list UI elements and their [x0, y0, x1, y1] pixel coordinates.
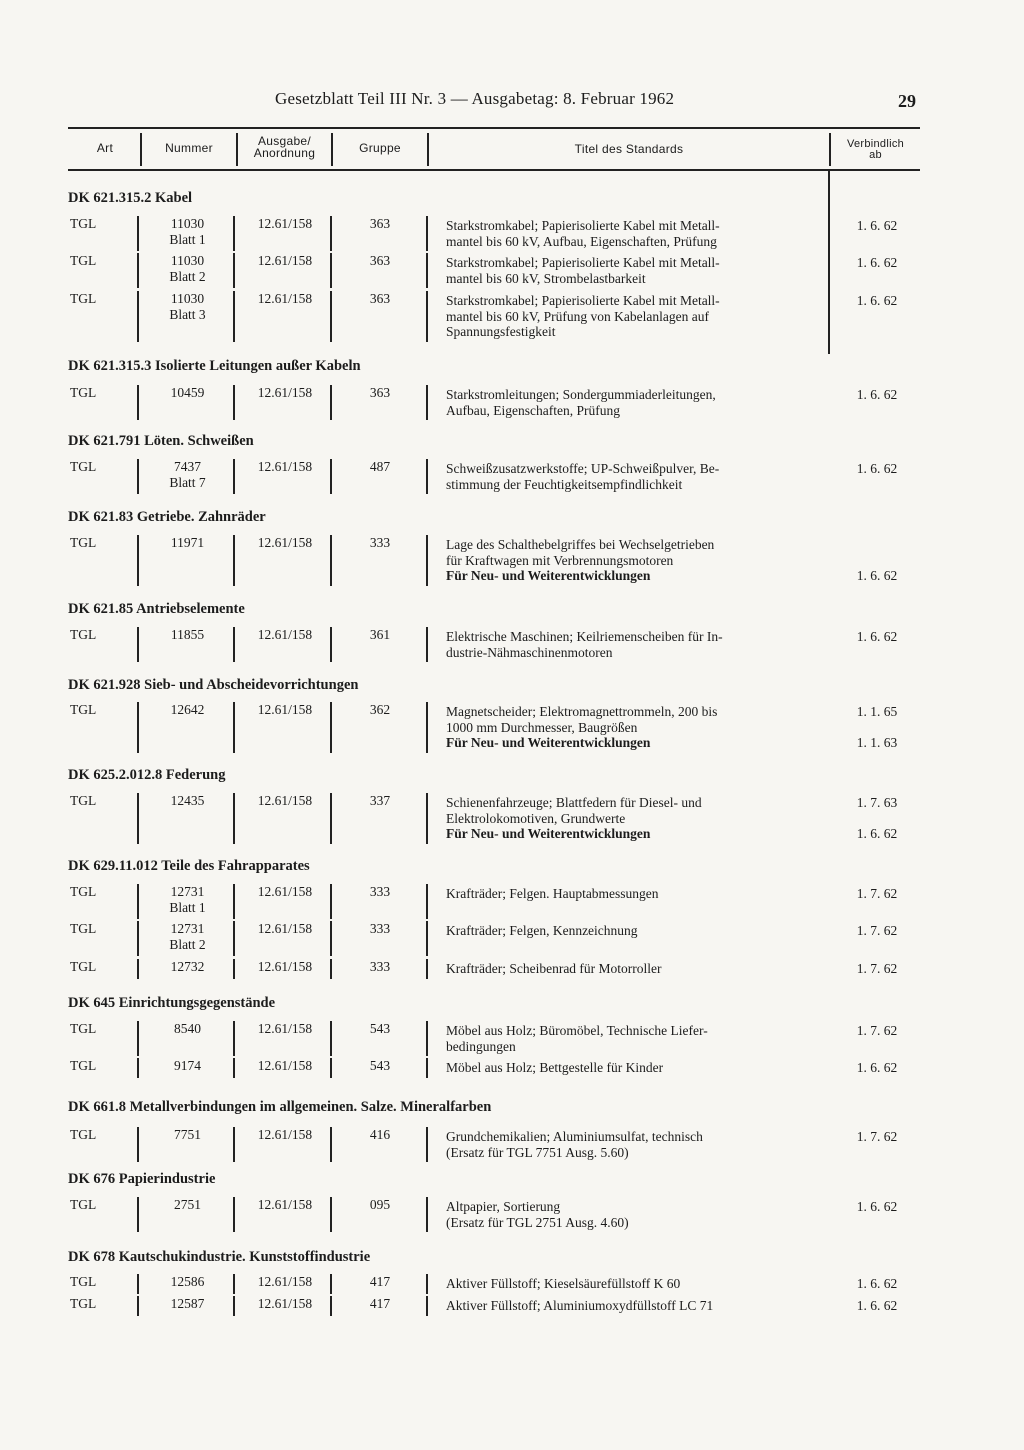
nummer-line: 11855 [170, 627, 205, 642]
nummer-line: 7437 [174, 459, 201, 474]
column-rule [426, 921, 428, 956]
column-rule [233, 1296, 235, 1316]
verbindlich-line: 1. 6. 62 [856, 629, 898, 644]
titel-cell [446, 961, 822, 977]
verbindlich-line: 1. 6. 62 [856, 461, 898, 476]
section-title: DK 621.83 Getriebe. Zahnräder [68, 509, 266, 525]
art-cell: TGL [70, 702, 97, 717]
art-cell: TGL [70, 385, 97, 400]
column-rule [233, 291, 235, 342]
gruppe-cell: 363 [369, 253, 391, 268]
verbindlich-line: 1. 6. 62 [856, 1199, 898, 1214]
column-rule [330, 1058, 332, 1078]
col-head-art: Art [96, 141, 114, 155]
nummer-cell [140, 921, 235, 952]
nummer-cell [140, 216, 235, 247]
column-rule [426, 291, 428, 342]
art-cell: TGL [70, 253, 97, 268]
verbindlich-cell [836, 1129, 918, 1145]
nummer-cell [140, 385, 235, 401]
titel-bold-line: Für Neu- und Weiterentwicklungen [446, 735, 651, 750]
titel-cell [446, 461, 822, 492]
titel-bold-line: Für Neu- und Weiterentwicklungen [446, 826, 651, 841]
verbindlich-line: 1. 6. 62 [856, 293, 898, 308]
nummer-line: 12435 [170, 793, 205, 808]
titel-line: mantel bis 60 kV, Aufbau, Eigenschaften, Prüfung [446, 233, 717, 249]
verbindlich-cell [836, 704, 918, 751]
verbindlich-line: 1. 6. 62 [856, 1298, 898, 1313]
header-title: Gesetzblatt Teil III Nr. 3 — Ausgabetag: 8. Februar 1962 [275, 89, 675, 108]
titel-line: Lage des Schalthebelgriffes bei Wechselgetrieben [446, 537, 715, 552]
column-rule [330, 1021, 332, 1056]
section-title: DK 629.11.012 Teile des Fahrapparates [68, 858, 310, 874]
column-rule [426, 216, 428, 251]
nummer-cell [140, 253, 235, 284]
column-rule [137, 1274, 139, 1294]
titel-line: Elektrolokomotiven, Grundwerte [446, 810, 626, 826]
verbindlich-cell [836, 1276, 918, 1292]
column-rule [137, 793, 139, 844]
column-rule [137, 1021, 139, 1056]
column-rule [426, 702, 428, 753]
column-rule [426, 1197, 428, 1232]
verbindlich-line: 1. 1. 65 [856, 704, 898, 719]
column-rule [426, 884, 428, 919]
titel-line: für Kraftwagen mit Verbrennungsmotoren [446, 552, 674, 568]
verbindlich-cell [836, 629, 918, 645]
titel-line: Elektrische Maschinen; Keilriemenscheiben für In- [446, 629, 723, 644]
titel-line: mantel bis 60 kV, Prüfung von Kabelanlagen auf [446, 308, 709, 324]
column-rule [137, 253, 139, 288]
nummer-line: 10459 [170, 385, 205, 400]
titel-cell [446, 1298, 822, 1314]
titel-cell [446, 293, 822, 340]
ausgabe-cell: 12.61/158 [257, 1058, 313, 1073]
verbindlich-cell [836, 886, 918, 902]
column-rule [426, 959, 428, 979]
titel-line: bedingungen [446, 1038, 516, 1054]
ausgabe-cell: 12.61/158 [257, 535, 313, 550]
nummer-line: 11030 [170, 291, 205, 306]
art-cell: TGL [70, 627, 97, 642]
titel-line: mantel bis 60 kV, Strombelastbarkeit [446, 270, 646, 286]
section-title: DK 621.315.3 Isolierte Leitungen außer Kabeln [68, 358, 361, 374]
column-rule [137, 535, 139, 586]
nummer-cell [140, 1197, 235, 1213]
titel-line: Aufbau, Eigenschaften, Prüfung [446, 402, 620, 418]
verbindlich-line: 1. 7. 62 [856, 923, 898, 938]
titel-line: Schweißzusatzwerkstoffe; UP-Schweißpulver, Be- [446, 461, 720, 476]
art-cell: TGL [70, 793, 97, 808]
column-rule [330, 1274, 332, 1294]
col-head-nummer: Nummer [165, 141, 213, 155]
nummer-line: Blatt 2 [169, 268, 206, 284]
titel-line: Starkstromkabel; Papierisolierte Kabel mit Metall- [446, 293, 720, 308]
nummer-line: 12587 [170, 1296, 205, 1311]
column-rule [330, 884, 332, 919]
ausgabe-cell: 12.61/158 [257, 1296, 313, 1311]
section-title: DK 676 Papierindustrie [68, 1171, 216, 1187]
verbindlich-line: 1. 6. 62 [856, 568, 898, 583]
titel-bold-line: Für Neu- und Weiterentwicklungen [446, 568, 651, 583]
verbindlich-cell [836, 1298, 918, 1314]
titel-line: Aktiver Füllstoff; Aluminiumoxydfüllstoff LC 71 [446, 1298, 714, 1313]
ausgabe-cell: 12.61/158 [257, 253, 313, 268]
column-rule [137, 1296, 139, 1316]
ausgabe-cell: 12.61/158 [257, 1127, 313, 1142]
titel-line: Krafträder; Felgen. Hauptabmessungen [446, 886, 659, 901]
nummer-line: 2751 [174, 1197, 201, 1212]
titel-line: Grundchemikalien; Aluminiumsulfat, technisch [446, 1129, 703, 1144]
column-rule [330, 385, 332, 420]
gruppe-cell: 416 [369, 1127, 391, 1142]
column-rule [330, 921, 332, 956]
titel-cell [446, 537, 822, 584]
column-rule [330, 1296, 332, 1316]
nummer-cell [140, 702, 235, 718]
column-rule [233, 1058, 235, 1078]
column-rule [330, 959, 332, 979]
nummer-cell [140, 535, 235, 551]
verbindlich-cell [836, 293, 918, 309]
verbindlich-cell [836, 461, 918, 477]
titel-cell [446, 795, 822, 842]
verbindlich-line [836, 720, 918, 736]
nummer-cell [140, 1296, 235, 1312]
column-rule [426, 385, 428, 420]
column-rule [233, 627, 235, 662]
nummer-line: 12731 [170, 921, 205, 936]
verbindlich-cell [836, 961, 918, 977]
column-rule [137, 959, 139, 979]
column-rule [330, 793, 332, 844]
col-head-verbindlich-line1: Verbindlich [846, 138, 905, 150]
titel-line: Krafträder; Felgen, Kennzeichnung [446, 923, 638, 938]
col-head-ausgabe-line2: Anordnung [253, 146, 316, 160]
titel-line: Magnetscheider; Elektromagnettrommeln, 200 bis [446, 704, 718, 719]
col-head-verbindlich [831, 139, 920, 161]
titel-line: Starkstromkabel; Papierisolierte Kabel mit Metall- [446, 255, 720, 270]
ausgabe-cell: 12.61/158 [257, 1197, 313, 1212]
gruppe-cell: 417 [369, 1274, 391, 1289]
nummer-line: 9174 [174, 1058, 201, 1073]
column-rule [426, 1274, 428, 1294]
art-cell: TGL [70, 1197, 97, 1212]
gruppe-cell: 333 [369, 884, 391, 899]
art-cell: TGL [70, 1274, 97, 1289]
ausgabe-cell: 12.61/158 [257, 385, 313, 400]
section-title: DK 621.791 Löten. Schweißen [68, 433, 254, 449]
titel-line: stimmung der Feuchtigkeitsempfindlichkeit [446, 476, 683, 492]
column-rule [426, 793, 428, 844]
nummer-line: 12586 [170, 1274, 205, 1289]
column-rule [426, 1058, 428, 1078]
verbindlich-cell [836, 1199, 918, 1215]
column-rule [233, 884, 235, 919]
column-rule [330, 459, 332, 494]
art-cell: TGL [70, 884, 97, 899]
gruppe-cell: 487 [369, 459, 391, 474]
titel-line: Schienenfahrzeuge; Blattfedern für Diesel- und [446, 795, 702, 810]
verbindlich-line: 1. 6. 62 [856, 218, 898, 233]
gruppe-cell: 363 [369, 291, 391, 306]
verbindlich-line: 1. 7. 63 [856, 795, 898, 810]
nummer-line: 11030 [170, 216, 205, 231]
titel-line: dustrie-Nähmaschinenmotoren [446, 644, 613, 660]
verbindlich-line: 1. 1. 63 [856, 735, 898, 750]
ausgabe-cell: 12.61/158 [257, 702, 313, 717]
column-rule [426, 1296, 428, 1316]
column-rule [233, 1197, 235, 1232]
titel-line: 1000 mm Durchmesser, Baugrößen [446, 719, 638, 735]
nummer-line: 11971 [170, 535, 205, 550]
verbindlich-line: 1. 7. 62 [856, 886, 898, 901]
column-rule [233, 1274, 235, 1294]
col-head-verbindlich-line2: ab [869, 149, 882, 161]
column-rule [233, 253, 235, 288]
section-title: DK 621.928 Sieb- und Abscheidevorrichtungen [68, 677, 359, 693]
column-rule [233, 535, 235, 586]
ausgabe-cell: 12.61/158 [257, 793, 313, 808]
column-rule [137, 884, 139, 919]
nummer-cell [140, 1127, 235, 1143]
gruppe-cell: 361 [369, 627, 391, 642]
titel-cell [446, 387, 822, 418]
gruppe-cell: 363 [369, 216, 391, 231]
col-head-gruppe: Gruppe [359, 141, 401, 155]
titel-line: Krafträder; Scheibenrad für Motorroller [446, 961, 662, 976]
nummer-cell [140, 884, 235, 915]
verbindlich-cell [836, 1060, 918, 1076]
column-rule [137, 1197, 139, 1232]
titel-line: Spannungsfestigkeit [446, 324, 556, 339]
column-rule [137, 459, 139, 494]
nummer-line: 7751 [174, 1127, 201, 1142]
art-cell: TGL [70, 291, 97, 306]
title-column-rule [828, 171, 830, 354]
verbindlich-line: 1. 6. 62 [856, 1060, 898, 1075]
column-rule [330, 535, 332, 586]
column-rule [233, 459, 235, 494]
titel-line: (Ersatz für TGL 7751 Ausg. 5.60) [446, 1144, 629, 1160]
nummer-cell [140, 959, 235, 975]
ausgabe-cell: 12.61/158 [257, 459, 313, 474]
column-rule [330, 253, 332, 288]
page-header [0, 89, 1024, 113]
column-rule [330, 216, 332, 251]
gruppe-cell: 333 [369, 959, 391, 974]
column-rule [330, 702, 332, 753]
column-rule [233, 216, 235, 251]
verbindlich-cell [836, 537, 918, 584]
titel-cell [446, 1129, 822, 1160]
titel-line: (Ersatz für TGL 2751 Ausg. 4.60) [446, 1214, 629, 1230]
nummer-line: Blatt 3 [169, 306, 206, 322]
titel-line: Möbel aus Holz; Büromöbel, Technische Liefer- [446, 1023, 708, 1038]
section-title: DK 645 Einrichtungsgegenstände [68, 995, 276, 1011]
nummer-line: Blatt 2 [169, 936, 206, 952]
nummer-cell [140, 1021, 235, 1037]
ausgabe-cell: 12.61/158 [257, 291, 313, 306]
ausgabe-cell: 12.61/158 [257, 921, 313, 936]
column-rule [137, 627, 139, 662]
column-rule [233, 702, 235, 753]
art-cell: TGL [70, 1296, 97, 1311]
nummer-cell [140, 627, 235, 643]
column-rule [137, 291, 139, 342]
section-title: DK 621.85 Antriebselemente [68, 601, 245, 617]
verbindlich-cell [836, 255, 918, 271]
column-rule [426, 535, 428, 586]
nummer-cell [140, 291, 235, 322]
titel-cell [446, 218, 822, 249]
art-cell: TGL [70, 1058, 97, 1073]
column-rule [137, 1127, 139, 1162]
gruppe-cell: 543 [369, 1058, 391, 1073]
art-cell: TGL [70, 535, 97, 550]
column-rule [233, 959, 235, 979]
section-title: DK 625.2.012.8 Federung [68, 767, 226, 783]
nummer-cell [140, 1274, 235, 1290]
column-rule [426, 253, 428, 288]
titel-line: Altpapier, Sortierung [446, 1199, 561, 1214]
titel-line: Aktiver Füllstoff; Kieselsäurefüllstoff K 60 [446, 1276, 681, 1291]
nummer-line: 11030 [170, 253, 205, 268]
gruppe-cell: 337 [369, 793, 391, 808]
verbindlich-line: 1. 7. 62 [856, 1129, 898, 1144]
titel-cell [446, 923, 822, 939]
nummer-line: 8540 [174, 1021, 201, 1036]
page-number: 29 [898, 91, 916, 111]
column-rule [330, 1127, 332, 1162]
gruppe-cell: 095 [369, 1197, 391, 1212]
art-cell: TGL [70, 959, 97, 974]
column-rule [330, 291, 332, 342]
nummer-line: 12731 [170, 884, 205, 899]
verbindlich-line: 1. 6. 62 [856, 826, 898, 841]
gruppe-cell: 333 [369, 535, 391, 550]
titel-cell [446, 1199, 822, 1230]
header-bottom-rule [68, 169, 920, 171]
column-rule [137, 216, 139, 251]
verbindlich-line [836, 537, 918, 553]
ausgabe-cell: 12.61/158 [257, 1021, 313, 1036]
art-cell: TGL [70, 921, 97, 936]
nummer-line: Blatt 1 [169, 231, 206, 247]
nummer-cell [140, 793, 235, 809]
art-cell: TGL [70, 1127, 97, 1142]
verbindlich-line [836, 811, 918, 827]
titel-cell [446, 886, 822, 902]
verbindlich-line: 1. 6. 62 [856, 255, 898, 270]
column-rule [426, 459, 428, 494]
verbindlich-line: 1. 7. 62 [856, 961, 898, 976]
column-rule [330, 1197, 332, 1232]
gruppe-cell: 363 [369, 385, 391, 400]
verbindlich-cell [836, 1023, 918, 1039]
col-head-titel: Titel des Standards [574, 142, 684, 156]
section-title: DK 661.8 Metallverbindungen im allgemeinen. Salze. Mineralfarben [68, 1099, 492, 1115]
verbindlich-cell [836, 387, 918, 403]
titel-cell [446, 704, 822, 751]
column-rule [137, 702, 139, 753]
gruppe-cell: 362 [369, 702, 391, 717]
art-cell: TGL [70, 216, 97, 231]
titel-line: Starkstromkabel; Papierisolierte Kabel mit Metall- [446, 218, 720, 233]
column-rule [233, 921, 235, 956]
nummer-line: Blatt 1 [169, 899, 206, 915]
column-rule [426, 627, 428, 662]
verbindlich-cell [836, 218, 918, 234]
verbindlich-line: 1. 6. 62 [856, 1276, 898, 1291]
titel-cell [446, 255, 822, 286]
nummer-cell [140, 1058, 235, 1074]
ausgabe-cell: 12.61/158 [257, 884, 313, 899]
verbindlich-line: 1. 7. 62 [856, 1023, 898, 1038]
column-rule [137, 385, 139, 420]
art-cell: TGL [70, 1021, 97, 1036]
col-head-ausgabe-line1: Ausgabe/ [257, 134, 312, 148]
verbindlich-cell [836, 923, 918, 939]
titel-cell [446, 1276, 822, 1292]
titel-cell [446, 1023, 822, 1054]
column-rule [233, 385, 235, 420]
nummer-cell [140, 459, 235, 490]
section-title: DK 621.315.2 Kabel [68, 190, 193, 206]
nummer-line: 12732 [170, 959, 205, 974]
column-rule [426, 1127, 428, 1162]
verbindlich-line: 1. 6. 62 [856, 387, 898, 402]
col-head-ausgabe [238, 135, 331, 159]
column-rule [233, 793, 235, 844]
column-rule [233, 1021, 235, 1056]
gruppe-cell: 417 [369, 1296, 391, 1311]
ausgabe-cell: 12.61/158 [257, 1274, 313, 1289]
ausgabe-cell: 12.61/158 [257, 627, 313, 642]
column-rule [137, 1058, 139, 1078]
ausgabe-cell: 12.61/158 [257, 216, 313, 231]
gruppe-cell: 333 [369, 921, 391, 936]
art-cell: TGL [70, 459, 97, 474]
verbindlich-line [836, 553, 918, 569]
column-rule [137, 921, 139, 956]
titel-cell [446, 1060, 822, 1076]
titel-line: Möbel aus Holz; Bettgestelle für Kinder [446, 1060, 664, 1075]
section-title: DK 678 Kautschukindustrie. Kunststoffindustrie [68, 1249, 371, 1265]
column-rule [330, 627, 332, 662]
gruppe-cell: 543 [369, 1021, 391, 1036]
verbindlich-cell [836, 795, 918, 842]
nummer-line: Blatt 7 [169, 474, 206, 490]
nummer-line: 12642 [170, 702, 205, 717]
column-rule [426, 1021, 428, 1056]
header-top-rule [68, 127, 920, 129]
column-rule [233, 1127, 235, 1162]
titel-cell [446, 629, 822, 660]
ausgabe-cell: 12.61/158 [257, 959, 313, 974]
titel-line: Starkstromleitungen; Sondergummiaderleitungen, [446, 387, 716, 402]
